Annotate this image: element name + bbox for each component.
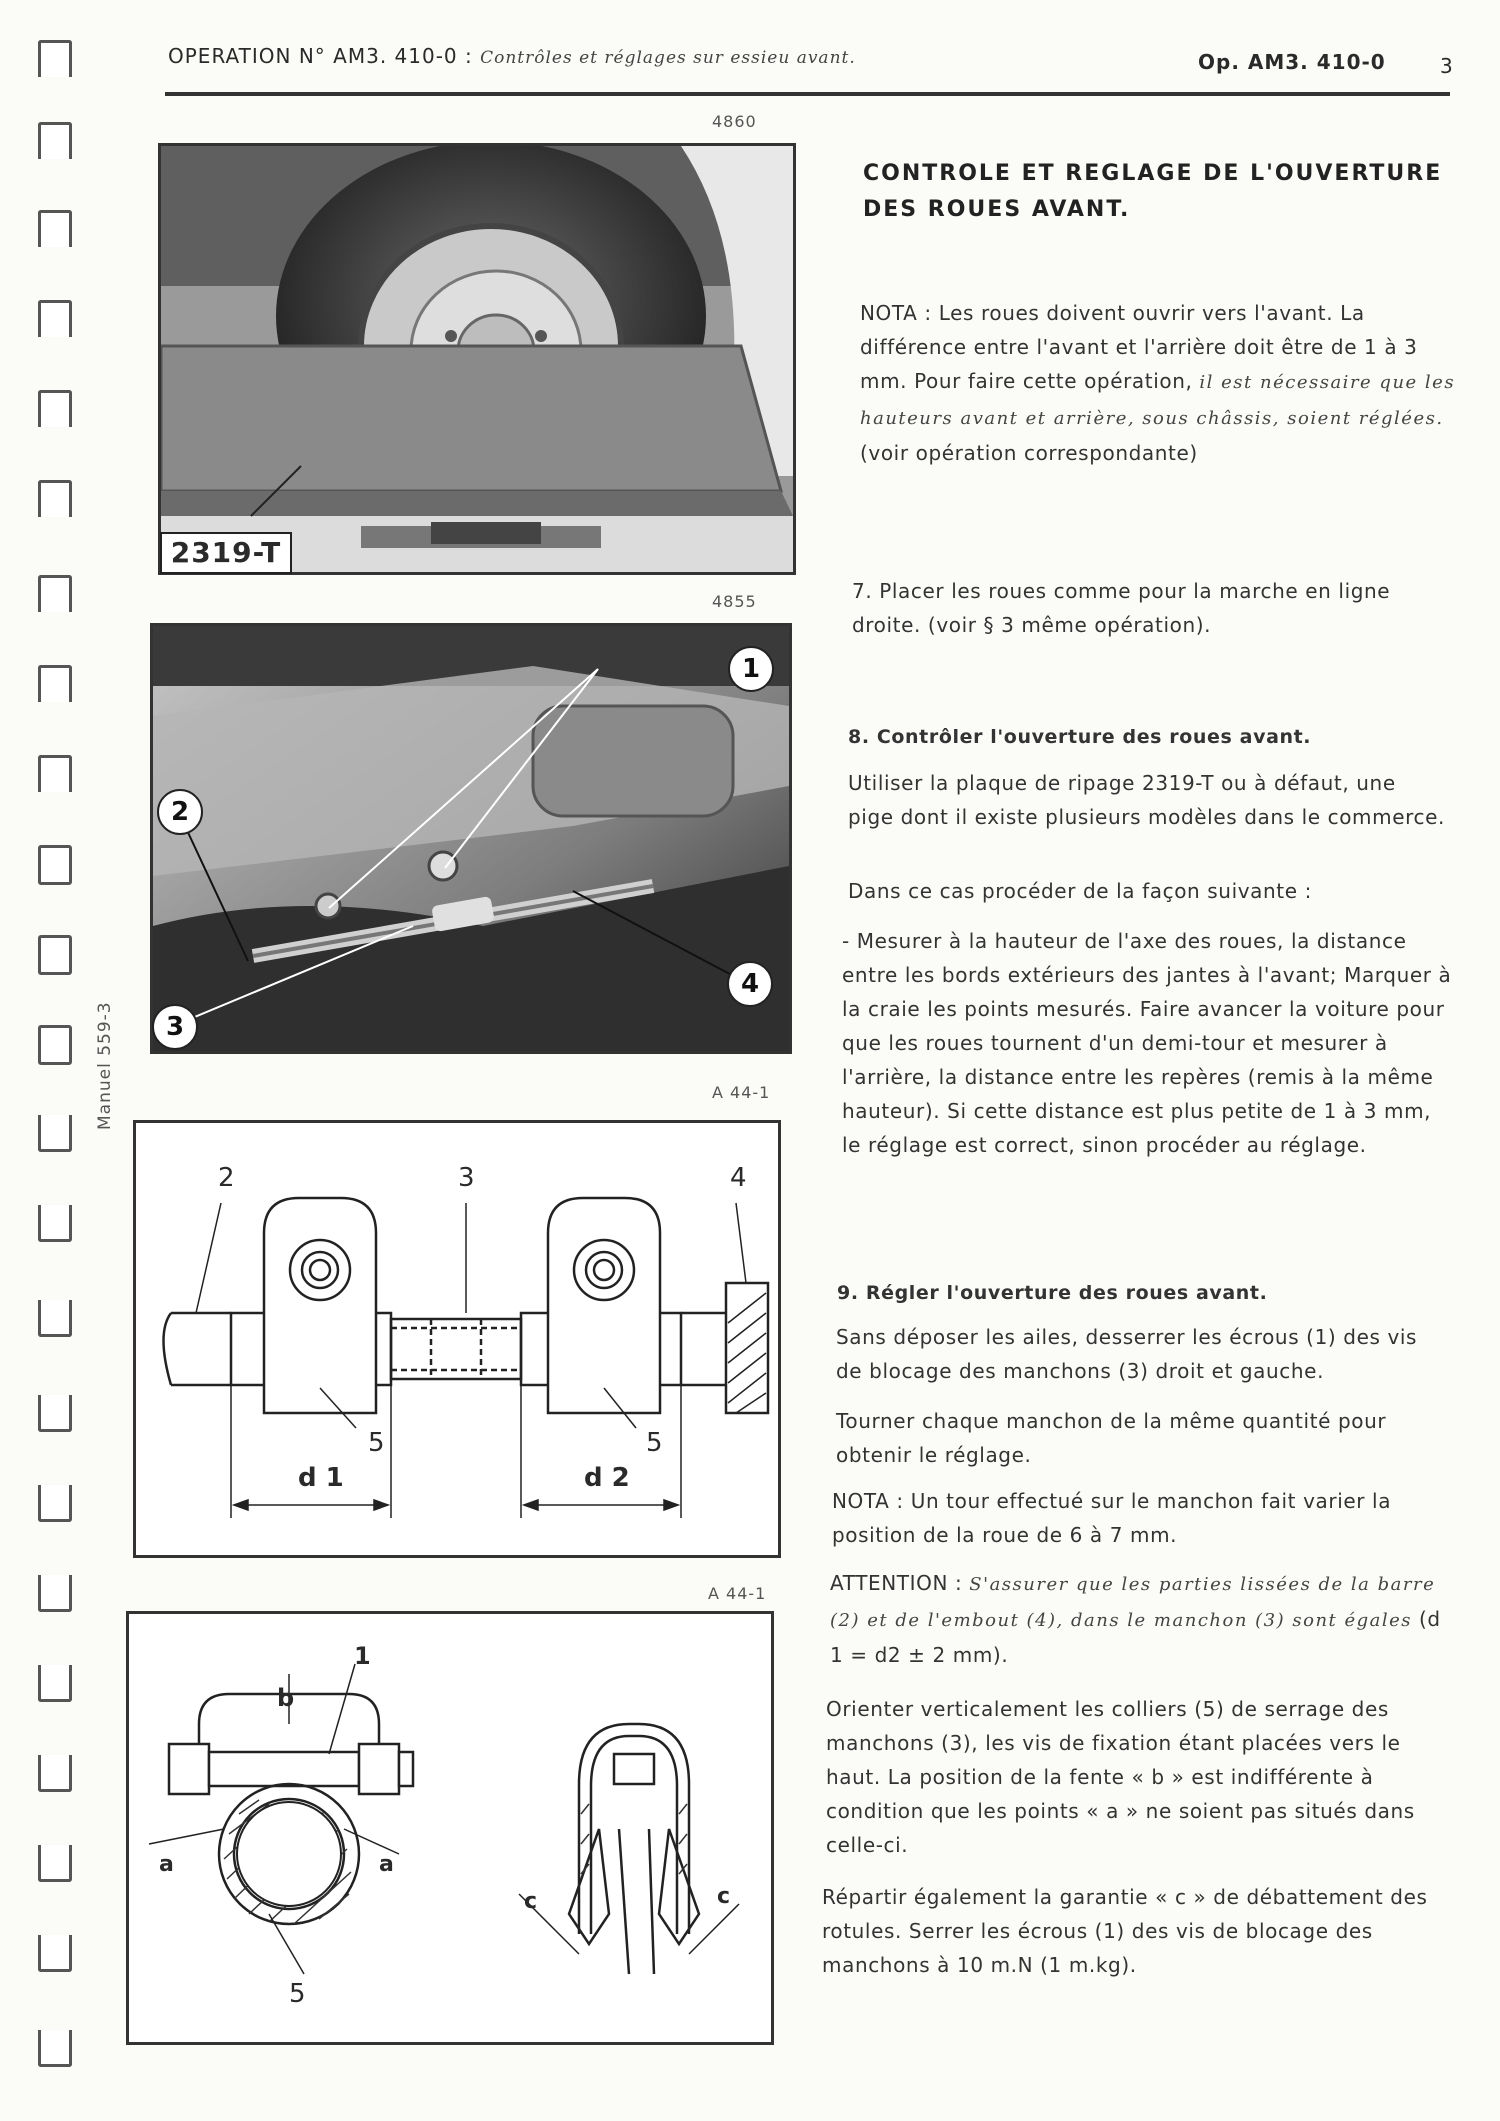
callout-1: 1 xyxy=(728,646,774,692)
wheel-plate-photo xyxy=(158,143,796,575)
clamp-section-diagram xyxy=(126,1611,774,2045)
op-reference: Op. AM3. 410-0 xyxy=(1198,50,1386,74)
wheel-plate-illustration xyxy=(161,146,793,572)
binder-hole xyxy=(38,300,72,337)
clamp-section-drawing xyxy=(129,1614,771,2042)
label-4: 4 xyxy=(730,1163,747,1193)
label-d1: d 1 xyxy=(298,1463,344,1493)
binder-hole xyxy=(38,210,72,247)
plate-reference-label: 2319-T xyxy=(160,532,292,574)
operation-prefix: OPERATION N° xyxy=(168,44,326,68)
step-9-title: 9. Régler l'ouverture des roues avant. xyxy=(837,1282,1268,1304)
binder-hole xyxy=(38,480,72,517)
binder-hole xyxy=(38,2030,72,2067)
steering-rod-photo xyxy=(150,623,792,1054)
operation-code: AM3. 410-0 : xyxy=(333,44,473,68)
label-5: 5 xyxy=(289,1979,306,2009)
label-2: 2 xyxy=(218,1163,235,1193)
binder-hole xyxy=(38,1575,72,1612)
steering-rod-illustration xyxy=(153,626,789,1051)
attention-formula: (d 1 = d2 ± 2 mm). xyxy=(830,1607,1441,1667)
callout-2: 2 xyxy=(157,789,203,835)
step-9-paragraph-2: Tourner chaque manchon de la même quantité pour obtenir le réglage. xyxy=(836,1409,1387,1467)
step-8-title: 8. Contrôler l'ouverture des roues avant. xyxy=(848,726,1312,748)
page-number: 3 xyxy=(1440,54,1454,78)
nota-1-italic: il est nécessaire que les hauteurs avant et arrière, sous châssis, soient réglées. xyxy=(860,372,1456,429)
binder-hole xyxy=(38,1115,72,1152)
callout-3: 3 xyxy=(152,1004,198,1050)
figure-tag: 4860 xyxy=(712,112,757,131)
binder-hole xyxy=(38,1665,72,1702)
section-title: CONTROLE ET REGLAGE DE L'OUVERTURE DES ROUES AVANT. xyxy=(863,161,1443,222)
label-a-right: a xyxy=(379,1852,394,1877)
step-9-nota: NOTA : Un tour effectué sur le manchon fait varier la position de la roue de 6 à 7 mm. xyxy=(832,1489,1392,1547)
label-b: b xyxy=(277,1684,295,1712)
binder-hole xyxy=(38,1755,72,1792)
binder-hole xyxy=(38,390,72,427)
step-9-paragraph-4: Répartir également la garantie « c » de débattement des rotules. Serrer les écrous (1) des vis de blocage des manchons à 10 m.N (1 m.kg). xyxy=(822,1885,1428,1977)
binder-hole xyxy=(38,1300,72,1337)
step-7: 7. Placer les roues comme pour la marche en ligne droite. (voir § 3 même opération). xyxy=(852,579,1391,637)
step-9-paragraph-3: Orienter verticalement les colliers (5) de serrage des manchons (3), les vis de fixation étant placées vers le haut. La position de la fente « b » est indifférente à condition que les points « a » ne soient pas situés dans celle-ci. xyxy=(826,1697,1415,1857)
label-d2: d 2 xyxy=(584,1463,630,1493)
label-c-left: c xyxy=(524,1889,538,1914)
step-8-paragraph-1: Utiliser la plaque de ripage 2319-T ou à défaut, une pige dont il existe plusieurs modèles dans le commerce. xyxy=(848,771,1445,829)
nota-1-ref: (voir opération correspondante) xyxy=(860,441,1198,465)
page-header xyxy=(168,44,856,68)
binder-hole xyxy=(38,755,72,792)
binder-hole xyxy=(38,1485,72,1522)
figure-tag: 4855 xyxy=(712,592,757,611)
label-3: 3 xyxy=(458,1163,475,1193)
binder-hole xyxy=(38,935,72,975)
step-9-paragraph-1: Sans déposer les ailes, desserrer les écrous (1) des vis de blocage des manchons (3) droit et gauche. xyxy=(836,1325,1418,1383)
step-8-paragraph-2: Dans ce cas procéder de la façon suivante : xyxy=(848,879,1312,903)
label-a-left: a xyxy=(159,1852,174,1877)
manual-side-label: Manuel 559-3 xyxy=(95,1001,115,1130)
step-8-paragraph-3: - Mesurer à la hauteur de l'axe des roues, la distance entre les bords extérieurs des jantes à l'avant; Marquer à la craie les points mesurés. Faire avancer la voiture pour que les roues tournent d'un demi-tour et mesurer à l'arrière, la distance entre les repères (remis à la même hauteur). Si cette distance est plus petite de 1 à 3 mm, le réglage est correct, sinon procéder au réglage. xyxy=(842,929,1452,1157)
operation-description: Contrôles et réglages sur essieu avant. xyxy=(480,48,856,68)
attention-label: ATTENTION : xyxy=(830,1571,963,1595)
callout-4: 4 xyxy=(727,961,773,1007)
binder-hole xyxy=(38,40,72,77)
binder-hole xyxy=(38,1935,72,1972)
binder-hole xyxy=(38,1025,72,1065)
nota-block-1 xyxy=(860,296,1460,470)
binder-hole xyxy=(38,665,72,702)
binder-hole xyxy=(38,1845,72,1882)
binder-hole xyxy=(38,1395,72,1432)
nota-1-text: NOTA : Les roues doivent ouvrir vers l'avant. La différence entre l'avant et l'arrière doit être de 1 à 3 mm. Pour faire cette opération, xyxy=(860,301,1418,393)
label-5-right: 5 xyxy=(646,1428,663,1458)
attention-block xyxy=(830,1566,1442,1672)
figure-tag: A 44-1 xyxy=(712,1083,771,1102)
label-c-right: c xyxy=(717,1884,731,1909)
label-1: 1 xyxy=(354,1642,371,1670)
binder-hole xyxy=(38,122,72,159)
binder-hole xyxy=(38,575,72,612)
header-rule xyxy=(165,92,1450,96)
binder-hole xyxy=(38,845,72,885)
figure-tag: A 44-1 xyxy=(708,1584,767,1603)
label-5-left: 5 xyxy=(368,1428,385,1458)
binder-hole xyxy=(38,1205,72,1242)
sleeve-diagram xyxy=(133,1120,781,1558)
attention-italic: S'assurer que les parties lissées de la barre (2) et de l'embout (4), dans le manchon (3) sont égales xyxy=(830,1574,1436,1631)
